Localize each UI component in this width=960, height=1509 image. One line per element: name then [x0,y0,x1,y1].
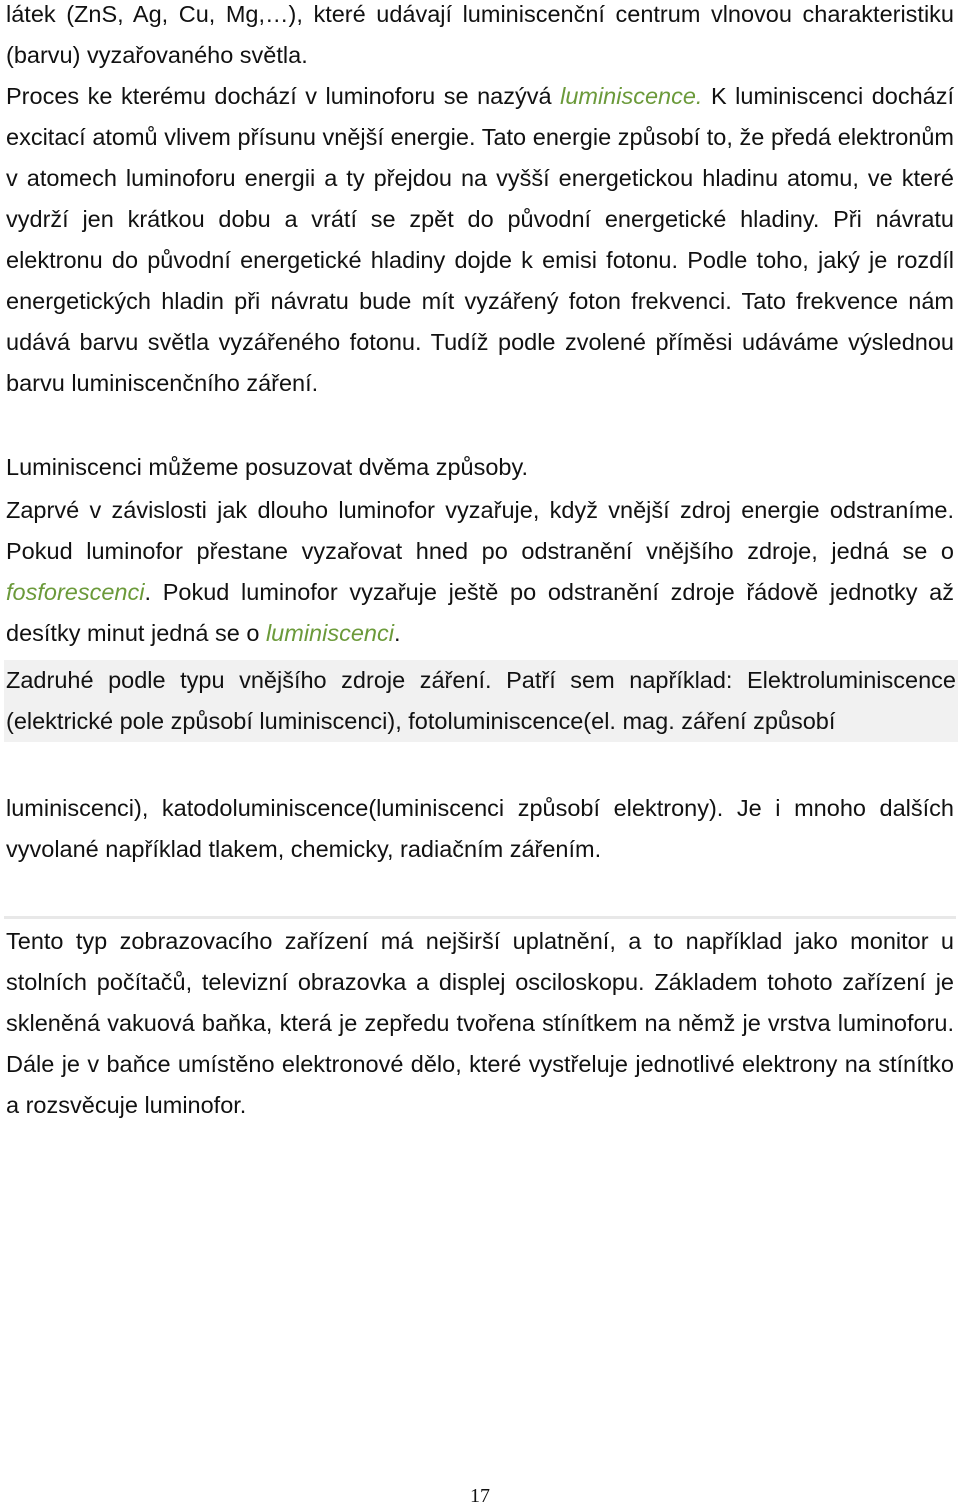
term-fosforescenci: fosforescenci [6,579,145,605]
paragraph-text: luminiscenci), katodoluminiscence(luminiscenci způsobí elektrony). Je i mnoho dalších vyvolané například tlakem, chemicky, radiačním zářením. [6,795,954,862]
section-divider [4,916,956,919]
paragraph-text: látek (ZnS, Ag, Cu, Mg,…), které udávají luminiscenční centrum vlnovou charakteristiku (barvu) vyzařovaného světla. [6,1,954,68]
text-run: Proces ke kterému dochází v luminoforu se nazývá [6,83,561,109]
paragraph-text: Luminiscenci můžeme posuzovat dvěma způsoby. [6,454,529,480]
paragraph-second-way-shaded [4,660,958,742]
paragraph-dopants [6,0,954,76]
paragraph-text: Zadruhé podle typu vnějšího zdroje záření. Patří sem například: Elektroluminiscence (elektrické pole způsobí luminiscenci), fotoluminiscence(el. mag. záření způsobí [6,667,956,734]
paragraph-second-way-continued [6,788,954,870]
text-run: Zaprvé v závislosti jak dlouho luminofor vyzařuje, když vnější zdroj energie odstraníme. Pokud luminofor přestane vyzařovat hned po odstranění vnějšího zdroje, jedná se o [6,497,954,564]
paragraph-two-ways [6,447,954,488]
term-luminiscenci: luminiscenci [265,620,394,646]
paragraph-text: Tento typ zobrazovacího zařízení má nejširší uplatnění, a to například jako monitor u stolních počítačů, televizní obrazovka a displej osciloskopu. Základem tohoto zařízení je skleněná vakuová baňka, která je zepředu tvořena stínítkem na němž je vrstva luminoforu. Dále je v baňce umístěno elektronové dělo, které vystřeluje jednotlivé elektrony na stínítko a rozsvěcuje luminofor. [6,928,954,1118]
paragraph-crt-display [6,921,954,1126]
text-run: . Pokud luminofor vyzařuje ještě po odstranění zdroje řádově jednotky až desítky minut jedná se o [6,579,954,646]
text-run: K luminiscenci dochází excitací atomů vlivem přísunu vnější energie. Tato energie způsobí to, že předá elektronům v atomech luminoforu energii a ty přejdou na vyšší energetickou hladinu atomu, ve které vydrží jen krátkou dobu a vrátí se zpět do původní energetické hladiny. Při návratu elektronu do původní energetické hladiny dojde k emisi fotonu. Podle toho, jaký je rozdíl energetických hladin při návratu bude mít vyzářený foton frekvenci. Tato frekvence nám udává barvu světla vyzářeného fotonu. Tudíž podle zvolené příměsi udáváme výslednou barvu luminiscenčního záření. [6,83,955,396]
paragraph-text [6,490,954,654]
term-luminiscence: luminiscence. [560,83,703,109]
paragraph-first-way [6,490,954,654]
text-run: . [393,620,401,646]
paragraph-luminescence-process [6,76,954,404]
page-number: 17 [470,1485,490,1507]
paragraph-text [6,76,954,404]
